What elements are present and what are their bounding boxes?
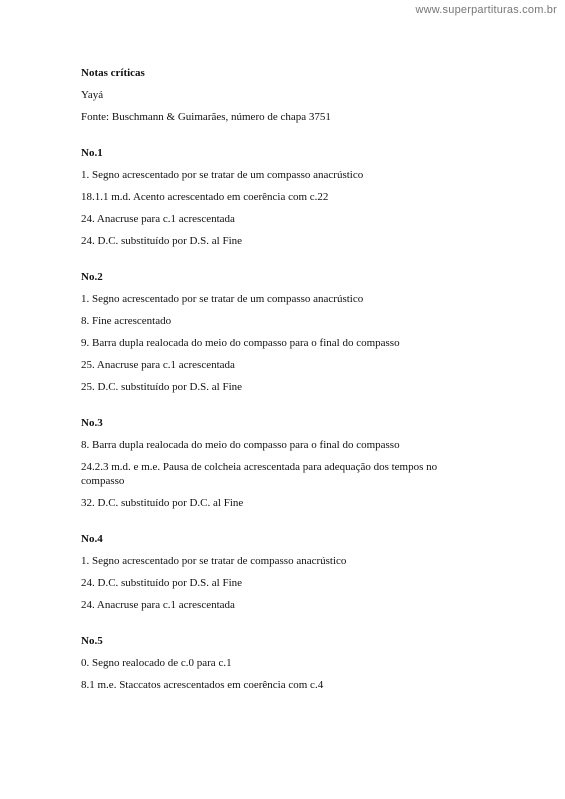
note-item: 32. D.C. substituído por D.C. al Fine (81, 497, 244, 509)
note-item: 8. Fine acrescentado (81, 315, 172, 327)
section-no3 (81, 416, 481, 510)
note-item: 8. Barra dupla realocada do meio do compasso para o final do compasso (81, 439, 400, 451)
note-item: 9. Barra dupla realocada do meio do compasso para o final do compasso (81, 337, 400, 349)
note-item: 24.2.3 m.d. e m.e. Pausa de colcheia acrescentada para adequação dos tempos no compasso (81, 461, 438, 487)
section-no1 (81, 146, 481, 248)
note-item: 0. Segno realocado de c.0 para c.1 (81, 657, 232, 669)
section-no4 (81, 532, 481, 612)
critical-notes-page (81, 66, 481, 700)
note-item: 1. Segno acrescentado por se tratar de um compasso anacrústico (81, 169, 364, 181)
section-no2 (81, 270, 481, 394)
source-line: Fonte: Buschmann & Guimarães, número de chapa 3751 (81, 111, 331, 123)
note-item: 24. D.C. substituído por D.S. al Fine (81, 577, 243, 589)
section-heading: No.4 (81, 533, 103, 545)
note-item: 24. Anacruse para c.1 acrescentada (81, 213, 235, 225)
note-item: 1. Segno acrescentado por se tratar de compasso anacrústico (81, 555, 347, 567)
note-item: 8.1 m.e. Staccatos acrescentados em coerência com c.4 (81, 679, 324, 691)
note-item: 25. D.C. substituído por D.S. al Fine (81, 381, 243, 393)
section-heading: No.2 (81, 271, 103, 283)
page-title: Notas críticas (81, 67, 145, 79)
watermark-url: www.superpartituras.com.br (415, 4, 557, 16)
section-heading: No.3 (81, 417, 103, 429)
note-item: 24. D.C. substituído por D.S. al Fine (81, 235, 243, 247)
piece-title: Yayá (81, 89, 104, 101)
note-item: 18.1.1 m.d. Acento acrescentado em coerência com c.22 (81, 191, 329, 203)
note-item: 1. Segno acrescentado por se tratar de um compasso anacrústico (81, 293, 364, 305)
section-heading: No.5 (81, 635, 103, 647)
note-item: 25. Anacruse para c.1 acrescentada (81, 359, 235, 371)
section-no5 (81, 634, 481, 692)
section-heading: No.1 (81, 147, 103, 159)
note-item: 24. Anacruse para c.1 acrescentada (81, 599, 235, 611)
